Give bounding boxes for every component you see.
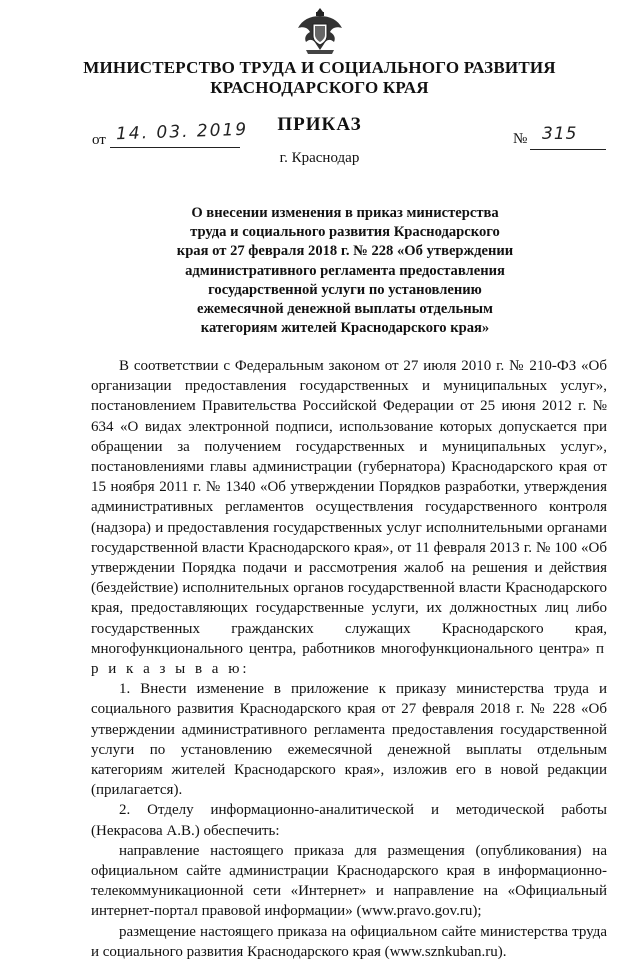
order-date: 14. 03. 2019 — [115, 119, 249, 145]
order-subject — [150, 204, 540, 338]
item-1-paragraph: 1. Внести изменение в приложение к приказу министерства труда и социального развития Краснодарского края от 27 февраля 2018 г. № 228 «Об утверждении административного регламента предоставления государственной услуги по установлению ежемесячной денежной выплаты отдельным категориям жителей Краснодарского края», изложив его в новой редакции (прилагается). — [91, 681, 607, 799]
item-2b-paragraph: размещение настоящего приказа на официальном сайте министерства труда и социального развития Краснодарского края (www.sznkuban.ru). — [91, 923, 607, 960]
date-prefix: от — [92, 132, 106, 148]
subject-line: труда и социального развития Краснодарского — [190, 224, 500, 241]
preamble-text: В соответствии с Федеральным законом от 27 июля 2010 г. № 210-ФЗ «Об организации предоставления государственных и муниципальных услуг», постановлением Правительства Российской Федерации от 25 июня 2012 г. № 634 «О видах электронной подписи, использование которых допускается при обращении за получением государственных и муниципальных услуг», постановлениями главы администрации (губернатора) Краснодарского края от 15 ноября 2011 г. № 1340 «Об утверждении Порядков разработки, утверждения административных регламентов осуществления государственного контроля (надзора) и предоставления государственных услуг исполнительными органами государственной власти Краснодарского края», от 11 февраля 2013 г. № 100 «Об утверждении Порядка подачи и рассмотрения жалоб на решения и действия (бездействие) исполнительных органов государственной власти Краснодарского края, предоставляющих государственные услуги, их должностных лиц либо государственных гражданских служащих Краснодарского края, многофункционального центра, работников многофункционального центра» — [91, 358, 607, 657]
order-number: 315 — [542, 124, 578, 144]
city: г. Краснодар — [279, 150, 360, 166]
subject-line: государственной услуги по установлению — [208, 281, 482, 298]
order-body — [91, 356, 607, 962]
subject-line: категориям жителей Краснодарского края» — [200, 320, 490, 337]
subject-line: О внесении изменения в приказ министерства — [191, 205, 499, 221]
number-prefix: № — [513, 131, 528, 147]
ministry-name-line2: КРАСНОДАРСКОГО КРАЯ — [210, 78, 429, 97]
ministry-name-line1: МИНИСТЕРСТВО ТРУДА И СОЦИАЛЬНОГО РАЗВИТИЯ — [83, 58, 556, 77]
coat-of-arms-emblem — [296, 6, 344, 56]
item-2-paragraph: 2. Отделу информационно-аналитической и методической работы (Некрасова А.В.) обеспечить: — [91, 802, 607, 839]
date-underline — [110, 147, 240, 148]
preamble-paragraph — [91, 356, 607, 679]
item-2a-paragraph: направление настоящего приказа для размещения (опубликования) на официальном сайте администрации Краснодарского края в информационно-телекоммуникационной сети «Интернет» и направление на «Официальный интернет-портал правовой информации» (www.pravo.gov.ru); — [91, 842, 607, 920]
order-word: п р и к а з ы в а ю: — [91, 640, 607, 678]
subject-line: края от 27 февраля 2018 г. № 228 «Об утверждении — [176, 243, 514, 260]
order-title: ПРИКАЗ — [277, 114, 362, 135]
subject-line: ежемесячной денежной выплаты отдельным — [197, 301, 493, 318]
subject-line: административного регламента предоставления — [185, 262, 505, 279]
